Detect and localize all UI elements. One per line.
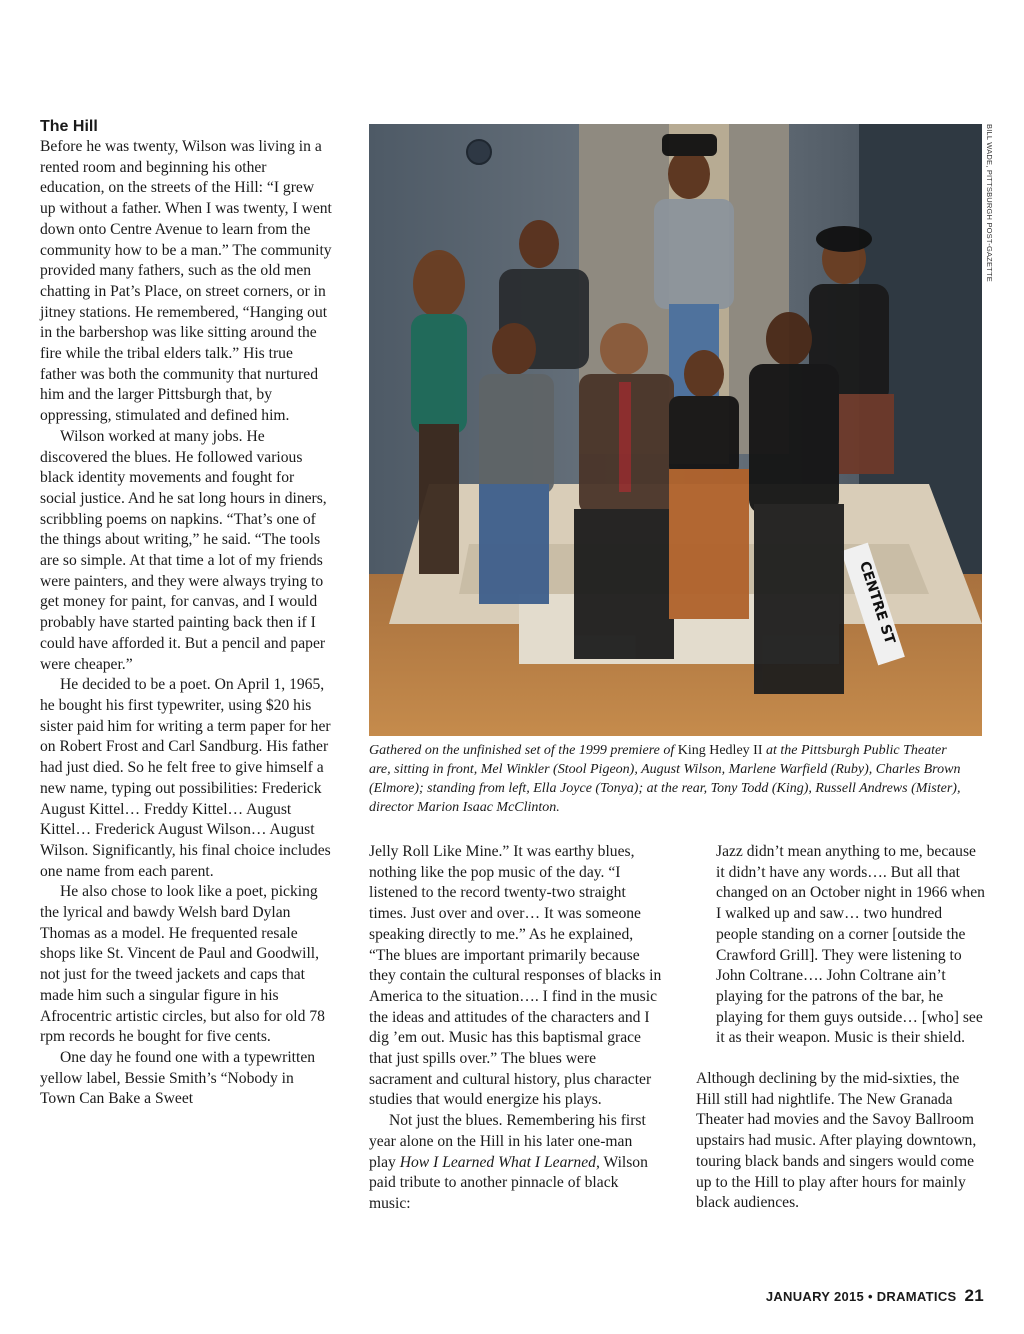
play-title: How I Learned What I Learned,: [399, 1153, 600, 1171]
paragraph: Jelly Roll Like Mine.” It was earthy blues, nothing like the pop music of the day. “I listened to the record twenty-two straight times. Just over and over… It was someone speaking directly to me.” As he explained, “The blues are important primarily because they contain the cultural responses of blacks in America to the situation…. I find in the music the ideas and attitudes of the characters and I dig ’em out. Music has this baptismal grace that just spills over.” The blues were sacrament and cultural history, plus character studies that would energize his plays.: [369, 843, 662, 1109]
section-heading: The Hill: [40, 118, 98, 135]
cast-photo: [369, 124, 982, 736]
text-column-2: [369, 842, 663, 1215]
paragraph: One day he found one with a typewritten yellow label, Bessie Smith’s “Nobody in Town Can Bake a Sweet: [40, 1048, 316, 1108]
cast-photo-illustration: [369, 124, 982, 736]
paragraph: He decided to be a poet. On April 1, 1965, he bought his first typewriter, using $20 his sister paid him for writing a term paper for her on Robert Frost and Carl Sandburg. His father had just died. So he felt free to give himself a new name, typing out possibilities: Frederick August Kittel… Freddy Kittel… August Kittel… Frederick August Wilson… August Wilson. Significantly, his final choice includes one name from each parent.: [40, 676, 331, 880]
text-column-1: [40, 117, 332, 1110]
paragraph: Although declining by the mid-sixties, the Hill still had nightlife. The New Granada Theater had movies and the Savoy Ballroom upstairs had music. After playing downtown, touring black bands and singers would come up to the Hill to play after hours for mainly black audiences.: [696, 1070, 977, 1212]
issue-label: JANUARY 2015 • DRAMATICS: [765, 1289, 957, 1304]
photo-caption: Gathered on the unfinished set of the 1999 premiere of King Hedley II at the Pittsburgh Public Theater are, sitting in front, Mel Winkler (Stool Pigeon), August Wilson, Marlene Warfield (Ruby), Charles Brown (Elmore); standing from left, Ella Joyce (Tonya); at the rear, Tony Todd (King), Russell Andrews (Mister), director Marion Isaac McClinton.: [369, 743, 961, 815]
paragraph: Not just the blues. Remembering his first year alone on the Hill in his later one-man play How I Learned What I Learned, Wilson paid tribute to another pinnacle of black music:: [369, 1112, 648, 1212]
text-column-3: [696, 842, 986, 1214]
block-quote: Jazz didn’t mean anything to me, because it didn’t have any words…. But all that changed on an October night in 1966 when I walked up and saw… two hundred people standing on a corner [outside the Crawford Grill]. They were listening to John Coltrane…. John Coltrane ain’t playing for the patrons of the bar, he playing for them guys outside… [who] see it as their weapon. Music is their shield.: [716, 843, 985, 1047]
page-number: 21: [964, 1286, 984, 1305]
page-footer: [766, 1286, 984, 1306]
street-sign-text: CENTRE ST: [855, 559, 898, 647]
paragraph: Wilson worked at many jobs. He discovered the blues. He followed various black identity movements and fought for social justice. And he sat long hours in diners, scribbling poems on napkins. “That’s one of the things about writing,” he said. “The tools are so simple. At that time a lot of my friends were painters, and they were always trying to get money for paint, for canvas, and I would probably have started painting back then if I could have afforded it. But a pencil and paper were cheaper.”: [40, 427, 327, 673]
paragraph: He also chose to look like a poet, picking the lyrical and bawdy Welsh bard Dylan Thomas as a model. He frequented resale shops like St. Vincent de Paul and Goodwill, not just for the tweed jackets and caps that made him such a singular figure in his Afrocentric artistic circles, but also for old 78 rpm records he bought for five cents.: [40, 883, 325, 1046]
photo-credit: BILL WADE, PITTSBURGH POST-GAZETTE: [985, 124, 994, 282]
paragraph: Before he was twenty, Wilson was living in a rented room and beginning his other education, on the streets of the Hill: “I grew up without a father. When I was twenty, I went down onto Centre Avenue to learn from the community how to be a man.” The community provided many fathers, such as the old men chatting in Pat’s Place, on street corners, or in jitney stations. He remembered, “Hanging out in the barbershop was like sitting around the fire while the tribal elders talk.” His true father was both the community that nurtured him and the larger Pittsburgh that, by oppressing, stimulated and defined him.: [40, 138, 332, 425]
play-title: King Hedley II: [677, 743, 763, 758]
